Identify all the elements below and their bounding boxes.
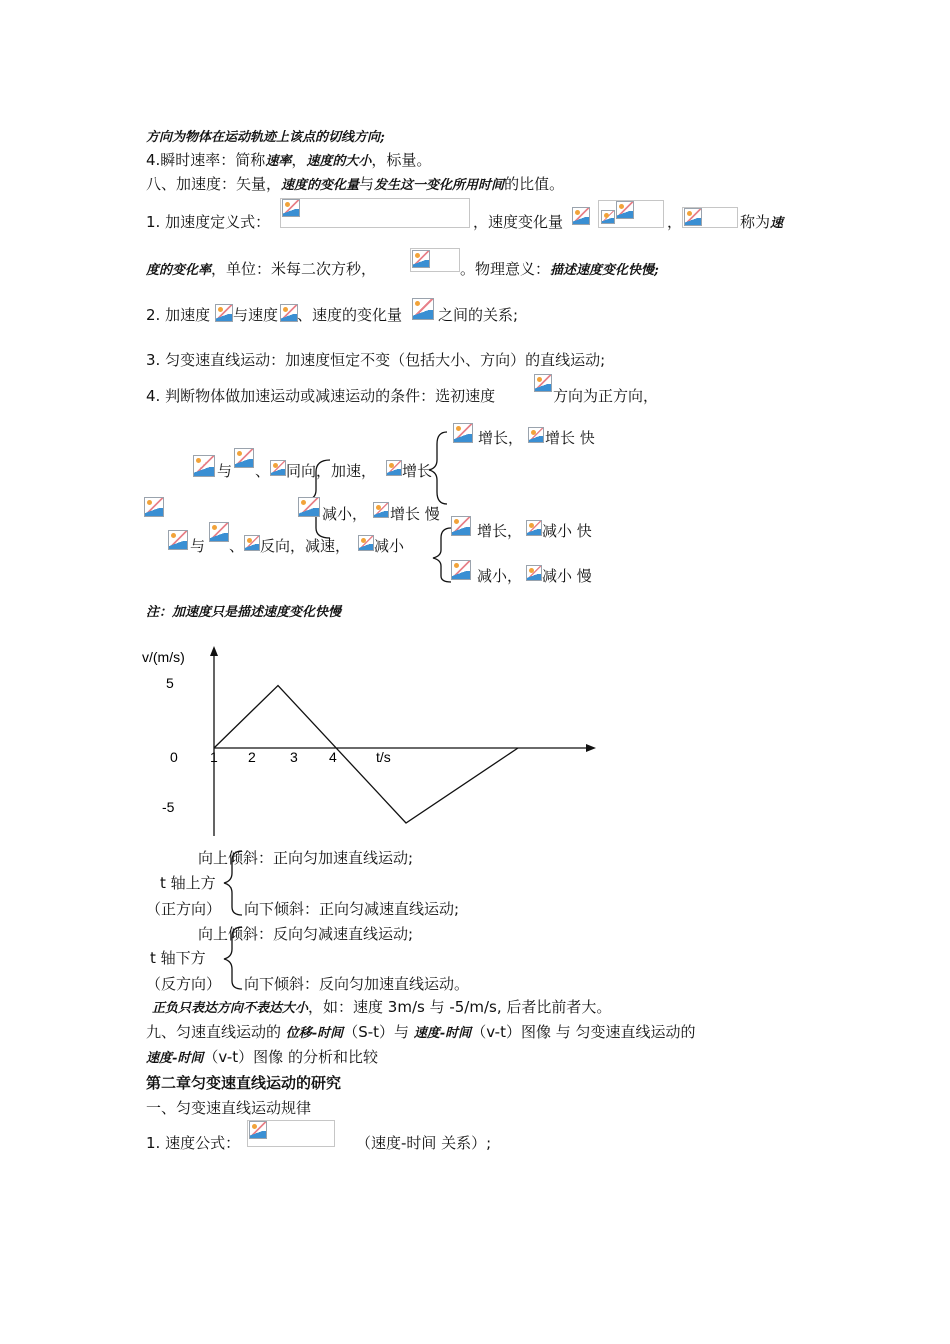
x-tick-label: 3 (290, 749, 298, 765)
item2-pre: 2. 加速度 (146, 306, 211, 324)
bold-term: 速率 (265, 154, 292, 169)
ratio-image-icon (684, 208, 702, 226)
tree-same-direction: 同向，加速， (286, 462, 377, 480)
a-image-icon-2 (193, 455, 215, 477)
x-tick-label: 4 (329, 749, 337, 765)
a-image-icon-7 (451, 560, 471, 580)
text: 称为 (740, 213, 771, 231)
v0-image-icon (534, 374, 552, 392)
tree-opposite-direction: 反向，减速， (260, 537, 351, 555)
text: 的比值。 (504, 175, 565, 193)
a-image-icon-6 (451, 516, 471, 536)
text: （v-t）图像 的分析和比较 (203, 1048, 378, 1066)
root-a-image-icon (144, 497, 164, 517)
item1-post (740, 212, 783, 234)
tree-r3b: 减小 快 (542, 522, 592, 540)
item2-mid2: 、速度的变化量 (297, 306, 403, 324)
item4-post: 方向为正方向， (553, 387, 659, 405)
a-image-icon (215, 304, 233, 322)
tree-r1: 增长， (478, 429, 524, 447)
text: 九、匀速直线运动的 (146, 1023, 286, 1041)
formula-image-icon (282, 199, 300, 217)
bold-term: 位移-时间 (285, 1026, 344, 1041)
tree-r4: 减小， (477, 567, 523, 585)
above-label: t 轴上方 (160, 874, 216, 892)
text: 4.瞬时速率：简称 (146, 151, 266, 169)
v-image-icon-8 (526, 520, 542, 536)
item4-pre: 4. 判断物体做加速运动或减速运动的条件：选初速度 (146, 387, 496, 405)
formula-pre: 1. 速度公式： (146, 1134, 241, 1152)
text: （S-t）与 (343, 1023, 414, 1041)
text: 八、加速度：矢量， (146, 175, 282, 193)
x-tick-label: 1 (210, 749, 218, 765)
bold-term: 度的变化率 (146, 263, 212, 278)
below-up: 向上倾斜：反向匀减速直线运动; (198, 925, 414, 943)
sign-note (152, 997, 611, 1019)
v-image-icon-7 (358, 535, 374, 551)
tree-r3: 增长， (477, 522, 523, 540)
bold-term: 速度的变化量 (281, 178, 360, 193)
v-image-icon-3 (386, 460, 402, 476)
comma: ， (667, 213, 683, 231)
tree-yu-2: 与 (190, 537, 206, 555)
x-axis-arrow (586, 744, 596, 752)
text: 与 (359, 175, 375, 193)
unit-image-icon (412, 250, 430, 268)
v-image-icon-4 (528, 427, 544, 443)
bold-term: 速度-时间 (413, 1026, 472, 1041)
delta-v-image-icon (572, 207, 590, 225)
dv-image-icon (270, 460, 286, 476)
tree-yu: 与 (217, 462, 233, 480)
bold-term: 速度的大小 (306, 154, 372, 169)
above-up: 向上倾斜：正向匀加速直线运动; (198, 849, 414, 867)
tree-dun-2: 、 (229, 537, 245, 555)
text: ， (291, 151, 307, 169)
v-image-icon (280, 304, 298, 322)
formula-post: （速度-时间 关系）; (356, 1134, 492, 1152)
text: （v-t）图像 与 匀变速直线运动的 (471, 1023, 696, 1041)
item1-continue (146, 259, 376, 281)
tangent-direction-line: 方向为物体在运动轨迹上该点的切线方向; (146, 130, 385, 145)
below-label: t 轴下方 (150, 949, 206, 967)
velocity-formula-image-icon (249, 1121, 267, 1139)
item3: 3. 匀变速直线运动：加速度恒定不变（包括大小、方向）的直线运动; (146, 351, 606, 369)
text: ，如：速度 3m/s 与 -5/m/s, 后者比前者大。 (308, 998, 612, 1016)
a-image-icon-5 (168, 530, 188, 550)
chapter-title: 第二章匀变速直线运动的研究 (146, 1074, 342, 1092)
item2-mid1: 与速度 (233, 306, 279, 324)
bold-term: 速度-时间 (146, 1051, 204, 1066)
bold-term: 速 (770, 216, 784, 231)
v-image-icon-9 (526, 565, 542, 581)
formula-image-box (280, 198, 470, 228)
a-image-icon-3 (453, 423, 473, 443)
bold-term: 描述速度变化快慢; (550, 263, 659, 278)
text: 。物理意义： (460, 260, 551, 278)
dv-image-icon-2 (244, 535, 260, 551)
a-image-icon-4 (298, 497, 320, 517)
item1-pre: 1. 加速度定义式： (146, 213, 271, 231)
v-image-icon-6 (209, 522, 229, 542)
text: ，单位：米每二次方秒， (211, 260, 377, 278)
tree-r2: 减小， (322, 505, 368, 523)
below-down: 向下倾斜：反向匀加速直线运动。 (244, 975, 470, 993)
series-line (214, 686, 518, 824)
tree-increase: 增长 (402, 462, 433, 480)
y-axis-arrow (210, 646, 218, 656)
bold-term: 发生这一变化所用时间 (374, 178, 505, 193)
acceleration-heading (146, 174, 564, 196)
item1b-tail (460, 259, 659, 281)
delta-v-image-icon-3 (412, 298, 434, 320)
tree-r1b: 增长 快 (545, 429, 595, 447)
text: ，标量。 (371, 151, 432, 169)
delta-v-image-icon-small (601, 210, 615, 224)
y-axis-label: v/(m/s) (142, 649, 185, 665)
item1-mid: ，速度变化量 (473, 213, 564, 231)
section-nine (146, 1022, 696, 1044)
above-down: 向下倾斜：正向匀减速直线运动; (244, 900, 460, 918)
v-image-icon-5 (373, 502, 389, 518)
section-nine-continue (146, 1047, 378, 1069)
v-image-icon-2 (234, 448, 254, 468)
vt-chart (140, 640, 610, 850)
section-one: 一、匀变速直线运动规律 (146, 1099, 312, 1117)
x-tick-label: 2 (248, 749, 256, 765)
bold-term: 正负只表达方向不表达大小 (152, 1001, 309, 1016)
y-tick-label: 0 (170, 749, 178, 765)
tree-dun: 、 (255, 462, 271, 480)
below-sub: （反方向） (146, 975, 222, 993)
x-axis-label: t/s (376, 749, 391, 765)
tree-r2b: 增长 慢 (390, 505, 440, 523)
tree-r4b: 减小 慢 (542, 567, 592, 585)
y-tick-label: 5 (166, 675, 174, 691)
tree-decrease: 减小 (374, 537, 405, 555)
y-tick-label: -5 (162, 799, 175, 815)
instant-speed-line (146, 150, 431, 172)
item2-post: 之间的关系; (438, 306, 519, 324)
above-sub: （正方向） (146, 900, 222, 918)
note: 注：加速度只是描述速度变化快慢 (146, 605, 342, 620)
delta-v-image-icon-2 (616, 201, 634, 219)
